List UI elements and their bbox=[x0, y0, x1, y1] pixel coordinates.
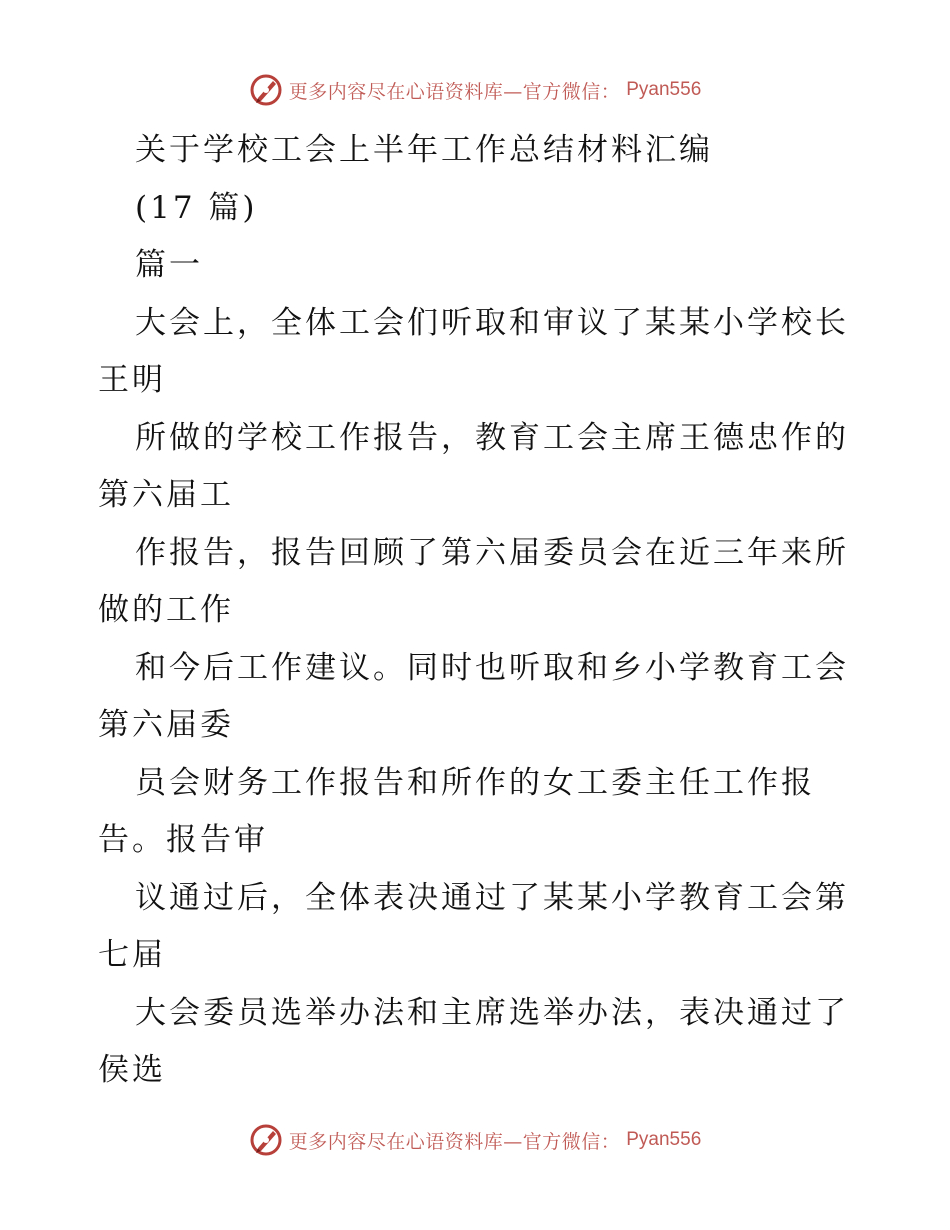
section-heading: 篇一 bbox=[135, 247, 203, 283]
watermark-text: 更多内容尽在心语资料库—官方微信： bbox=[288, 1130, 621, 1153]
pen-logo-icon bbox=[249, 73, 283, 107]
paragraph-line: 大会委员选举办法和主席选举办法，表决通过了 bbox=[135, 994, 849, 1031]
paragraph-line: 作报告，报告回顾了第六届委员会在近三年来所 bbox=[135, 534, 849, 571]
header-watermark bbox=[0, 70, 950, 110]
watermark-text: 更多内容尽在心语资料库—官方微信： bbox=[288, 80, 621, 103]
document-body bbox=[98, 122, 858, 1100]
document-subtitle: (17 篇) bbox=[135, 189, 258, 226]
paragraph-line: 王明 bbox=[98, 362, 166, 398]
footer-watermark bbox=[0, 1120, 950, 1160]
pen-logo-icon bbox=[249, 1123, 283, 1157]
paragraph-line: 和今后工作建议。同时也听取和乡小学教育工会 bbox=[135, 649, 849, 686]
paragraph-line: 第六届委 bbox=[98, 707, 234, 743]
document-title: 关于学校工会上半年工作总结材料汇编 bbox=[135, 132, 713, 168]
paragraph-line: 七届 bbox=[98, 937, 166, 973]
paragraph-line: 议通过后，全体表决通过了某某小学教育工会第 bbox=[135, 879, 849, 916]
paragraph-line: 告。报告审 bbox=[98, 822, 268, 858]
watermark-wechat-id: Pyan556 bbox=[626, 1129, 702, 1150]
paragraph-line: 大会上，全体工会们听取和审议了某某小学校长 bbox=[135, 304, 849, 341]
paragraph-line: 员会财务工作报告和所作的女工委主任工作报 bbox=[135, 764, 815, 801]
watermark-wechat-id: Pyan556 bbox=[626, 79, 702, 100]
paragraph-line: 侯选 bbox=[98, 1052, 166, 1088]
paragraph-line: 做的工作 bbox=[98, 592, 234, 628]
paragraph-line: 所做的学校工作报告，教育工会主席王德忠作的 bbox=[135, 419, 849, 456]
paragraph-line: 第六届工 bbox=[98, 477, 234, 513]
